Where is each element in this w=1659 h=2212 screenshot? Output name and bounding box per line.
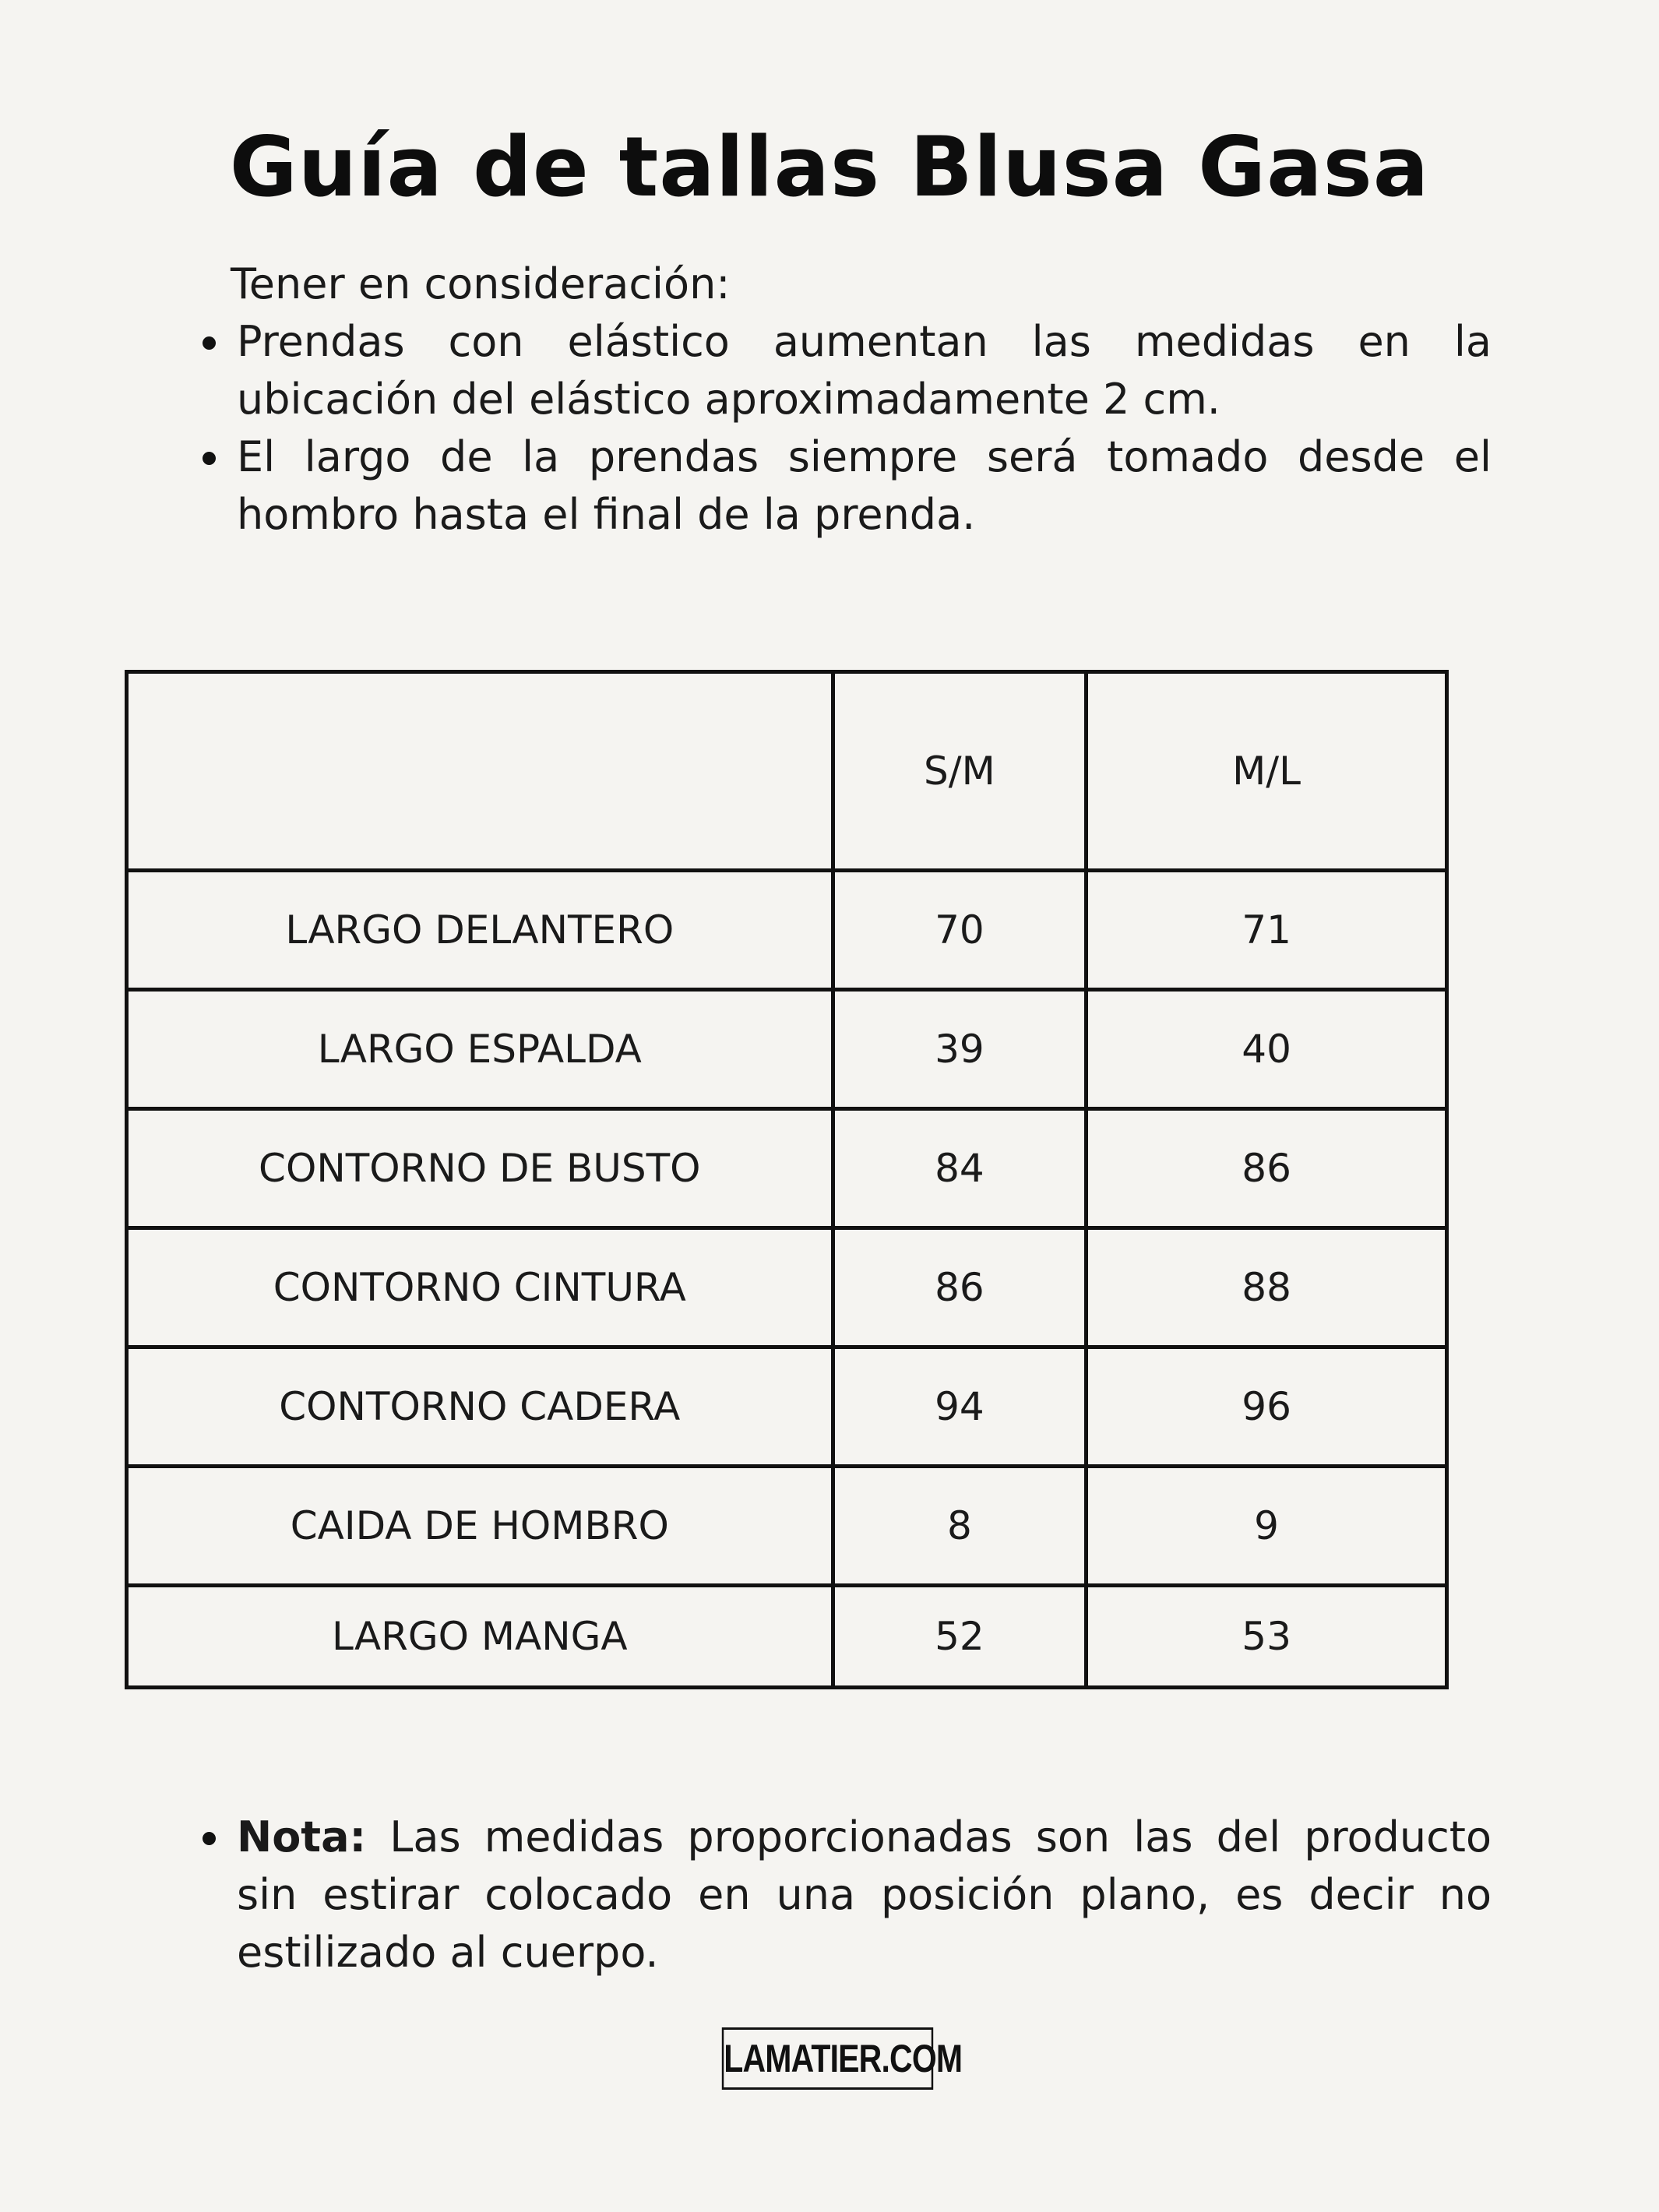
bullet-dot-icon	[203, 452, 216, 465]
bullet-dot-icon	[203, 1832, 216, 1845]
header-cell-sm: S/M	[833, 672, 1087, 871]
table-header-row	[127, 672, 1447, 871]
table-row	[127, 1109, 1447, 1228]
intro-bullet-text: El largo de la prendas siempre será tomado desde el hombro hasta el final de la prenda.	[237, 432, 1492, 539]
header-cell-label	[127, 672, 833, 871]
bullet-dot-icon	[203, 336, 216, 350]
measure-ml: 9	[1087, 1467, 1447, 1586]
note-text: Las medidas proporcionadas son las del producto sin estirar colocado en una posición plano, es decir no estilizado al cuerpo.	[237, 1812, 1492, 1977]
measure-sm: 94	[833, 1347, 1087, 1467]
note-label: Nota:	[237, 1812, 367, 1862]
measure-ml: 96	[1087, 1347, 1447, 1467]
measure-label: LARGO MANGA	[127, 1586, 833, 1688]
measure-sm: 86	[833, 1228, 1087, 1347]
note-bullet-item	[203, 1809, 1492, 1981]
measure-ml: 88	[1087, 1228, 1447, 1347]
intro-bullet-item	[203, 313, 1492, 428]
measure-sm: 84	[833, 1109, 1087, 1228]
measure-ml: 71	[1087, 871, 1447, 990]
measure-label: CONTORNO CINTURA	[127, 1228, 833, 1347]
measure-ml: 40	[1087, 990, 1447, 1109]
intro-bullet-text: Prendas con elástico aumentan las medidas en la ubicación del elástico aproximadamente 2 cm.	[237, 317, 1492, 424]
measure-label: LARGO ESPALDA	[127, 990, 833, 1109]
measure-sm: 70	[833, 871, 1087, 990]
website-footer-box: LAMATIER.COM	[722, 2027, 933, 2090]
table-row	[127, 871, 1447, 990]
intro-heading: Tener en consideración:	[231, 259, 731, 308]
table-row	[127, 1467, 1447, 1586]
measure-sm: 39	[833, 990, 1087, 1109]
table-row	[127, 1586, 1447, 1688]
page-title: Guía de tallas Blusa Gasa	[229, 119, 1430, 215]
measure-ml: 53	[1087, 1586, 1447, 1688]
note-section	[203, 1809, 1492, 1981]
header-cell-ml: M/L	[1087, 672, 1447, 871]
intro-bullet-list	[203, 313, 1492, 544]
table-row	[127, 1228, 1447, 1347]
measure-sm: 52	[833, 1586, 1087, 1688]
table-row	[127, 990, 1447, 1109]
measure-label: CONTORNO CADERA	[127, 1347, 833, 1467]
size-table	[125, 670, 1449, 1689]
measure-ml: 86	[1087, 1109, 1447, 1228]
measure-label: CAIDA DE HOMBRO	[127, 1467, 833, 1586]
measure-sm: 8	[833, 1467, 1087, 1586]
intro-bullet-item	[203, 428, 1492, 544]
measure-label: LARGO DELANTERO	[127, 871, 833, 990]
table-row	[127, 1347, 1447, 1467]
measure-label: CONTORNO DE BUSTO	[127, 1109, 833, 1228]
